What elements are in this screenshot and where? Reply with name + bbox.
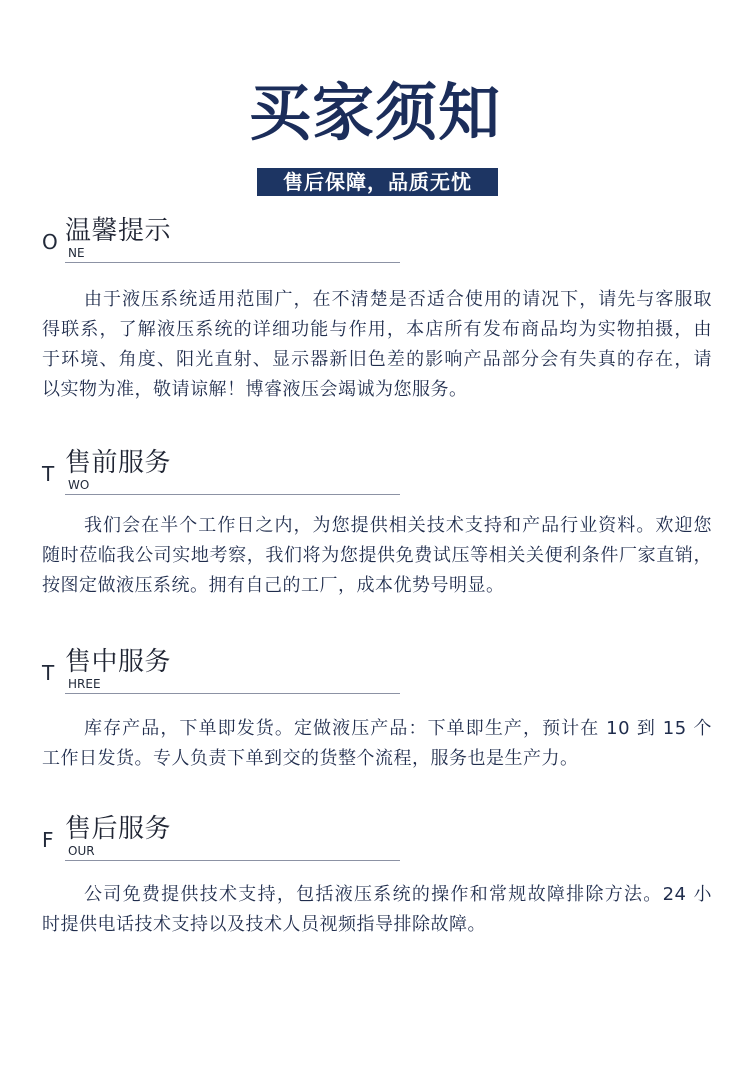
paragraph-line: 工作日发货。专人负责下单到交的货整个流程，服务也是生产力。 [42,748,579,769]
paragraph-line: 时提供电话技术支持以及技术人员视频指导排除故障。 [42,914,486,935]
section-divider [65,693,400,694]
section-divider [65,262,400,263]
section-number-rest: WO [68,478,90,492]
section-divider [65,494,400,495]
section-heading: 售前服务 [65,448,172,478]
section-number-initial: O [42,230,58,254]
page-title: 买家须知 [248,76,501,149]
section-heading: 温馨提示 [65,216,172,246]
paragraph-line: 于环境、角度、阳光直射、显示器新旧色差的影响产品部分会有失真的存在，请 [42,349,712,370]
section-number-initial: T [42,462,55,486]
section-heading: 售中服务 [65,647,172,677]
paragraph-line: 由于液压系统适用范围广，在不清楚是否适合使用的请况下，请先与客服取 [84,289,712,310]
section-after-sale [0,814,750,874]
tagline-banner: 售后保障，品质无忧 [257,168,498,196]
section-number-rest: OUR [68,844,95,858]
section-pre-sale [0,448,750,508]
section-number-initial: T [42,661,55,685]
section-pre-sale-paragraph [42,511,712,601]
section-heading: 售后服务 [65,814,172,844]
paragraph-line: 得联系，了解液压系统的详细功能与作用，本店所有发布商品均为实物拍摄，由 [42,319,712,340]
section-after-sale-paragraph [42,880,712,940]
paragraph-line: 公司免费提供技术支持，包括液压系统的操作和常规故障排除方法。24 小 [84,884,712,905]
section-divider [65,860,400,861]
paragraph-line: 以实物为准，敬请谅解！博睿液压会竭诚为您服务。 [42,379,468,400]
paragraph-line: 我们会在半个工作日之内，为您提供相关技术支持和产品行业资料。欢迎您 [84,515,712,536]
section-in-sale-paragraph [42,714,712,774]
section-number-rest: HREE [68,677,101,691]
section-in-sale [0,647,750,707]
section-number-rest: NE [68,246,85,260]
section-tips [0,216,750,276]
section-number-initial: F [42,828,54,852]
paragraph-line: 库存产品，下单即发货。定做液压产品：下单即生产，预计在 10 到 15 个 [84,718,712,739]
paragraph-line: 随时莅临我公司实地考察，我们将为您提供免费试压等相关关便利条件厂家直销， [42,545,712,566]
section-tips-paragraph [42,285,712,405]
paragraph-line: 按图定做液压系统。拥有自己的工厂，成本优势号明显。 [42,575,505,596]
